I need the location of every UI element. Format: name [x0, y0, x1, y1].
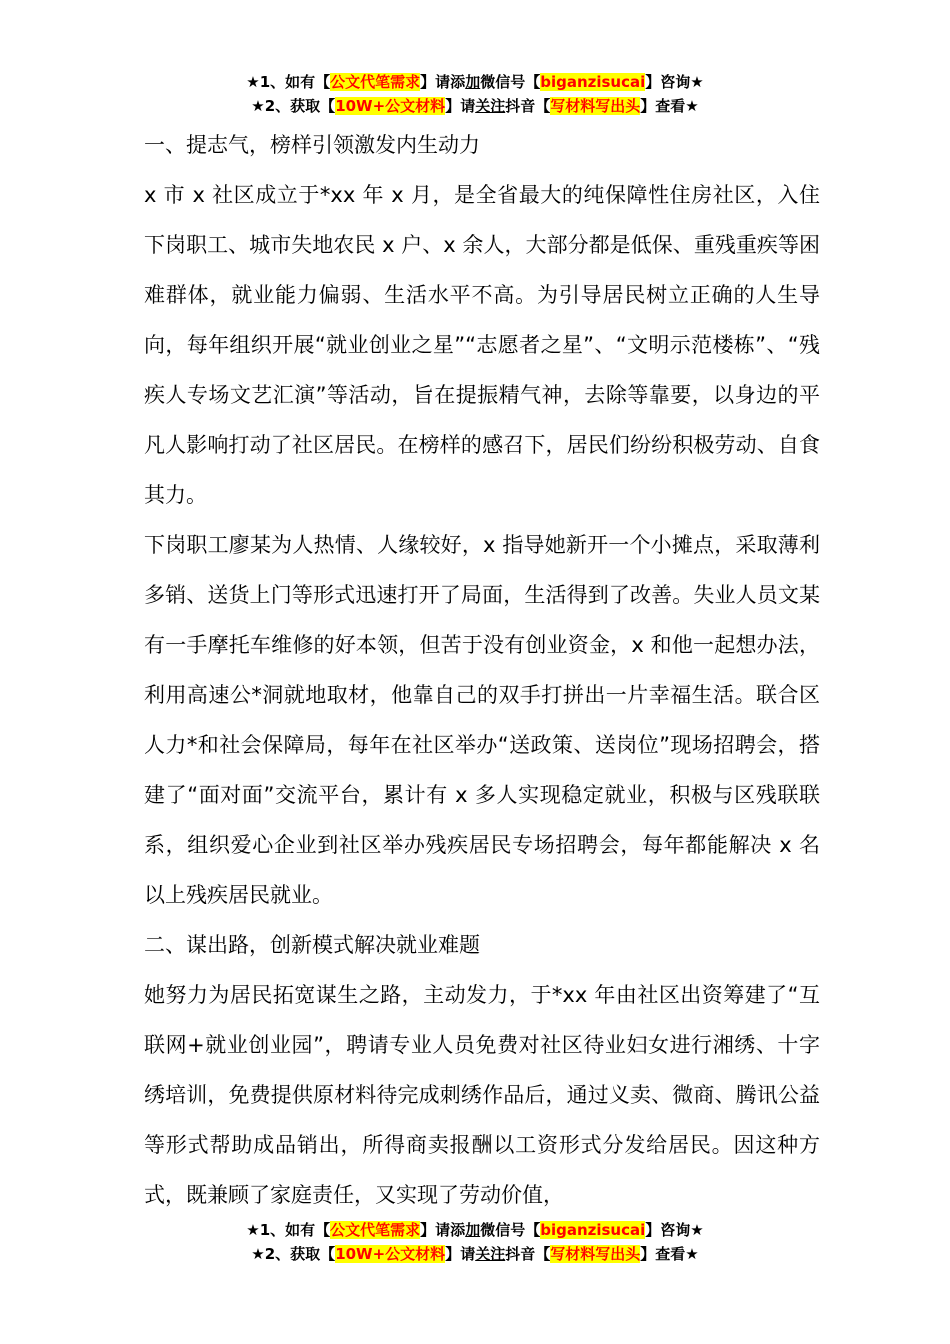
banner-highlight: 写材料写出头	[550, 1245, 641, 1263]
banner-line-1: ★1、如有【公文代笔需求】请添加微信号【biganzisucai】咨询★	[246, 1221, 704, 1239]
banner-highlight: 10W+公文材料	[335, 1245, 446, 1263]
banner-line-2: ★2、获取【10W+公文材料】请关注抖音【写材料写出头】查看★	[251, 1245, 699, 1263]
banner-line-2: ★2、获取【10W+公文材料】请关注抖音【写材料写出头】查看★	[251, 97, 699, 115]
banner-line-1: ★1、如有【公文代笔需求】请添加微信号【biganzisucai】咨询★	[246, 73, 704, 91]
bottom-banner	[0, 1218, 950, 1266]
paragraph-1: x 市 x 社区成立于*xx 年 x 月，是全省最大的纯保障性住房社区，入住下岗职工、城市失地农民 x 户、x 余人，大部分都是低保、重残重疾等困难群体，就业能力偏弱、生活水平不高。为引导居民树立正确的人生导向，每年组织开展“就业创业之星”“志愿者之星”、“文明示范楼栋”、“残疾人专场文艺汇演”等活动，旨在提振精气神，去除等靠要，以身边的平凡人影响打动了社区居民。在榜样的感召下，居民们纷纷积极劳动、自食其力。	[144, 183, 820, 507]
document-body	[144, 120, 820, 1220]
banner-highlight: 10W+公文材料	[335, 97, 446, 115]
banner-highlight: biganzisucai	[540, 1221, 646, 1239]
section-heading-2: 二、谋出路，创新模式解决就业难题	[144, 933, 480, 957]
banner-highlight: biganzisucai	[540, 73, 646, 91]
banner-highlight: 公文代笔需求	[330, 73, 421, 91]
top-banner	[0, 70, 950, 118]
banner-highlight: 写材料写出头	[550, 97, 641, 115]
section-heading-1: 一、提志气，榜样引领激发内生动力	[144, 133, 480, 157]
paragraph-2: 下岗职工廖某为人热情、人缘较好，x 指导她新开一个小摊点，采取薄利多销、送货上门等形式迅速打开了局面，生活得到了改善。失业人员文某有一手摩托车维修的好本领，但苦于没有创业资金，x 和他一起想办法，利用高速公*洞就地取材，他靠自己的双手打拼出一片幸福生活。联合区人力*和社会保障局，每年在社区举办“送政策、送岗位”现场招聘会，搭建了“面对面”交流平台，累计有 x 多人实现稳定就业，积极与区残联联系，组织爱心企业到社区举办残疾居民专场招聘会，每年都能解决 x 名以上残疾居民就业。	[144, 533, 820, 907]
paragraph-3: 她努力为居民拓宽谋生之路，主动发力，于*xx 年由社区出资筹建了“互联网+就业创业园”，聘请专业人员免费对社区待业妇女进行湘绣、十字绣培训，免费提供原材料待完成刺绣作品后，通过义卖、微商、腾讯公益等形式帮助成品销出，所得商卖报酬以工资形式分发给居民。因这种方式，既兼顾了家庭责任，又实现了劳动价值，	[144, 983, 820, 1207]
banner-highlight: 公文代笔需求	[330, 1221, 421, 1239]
